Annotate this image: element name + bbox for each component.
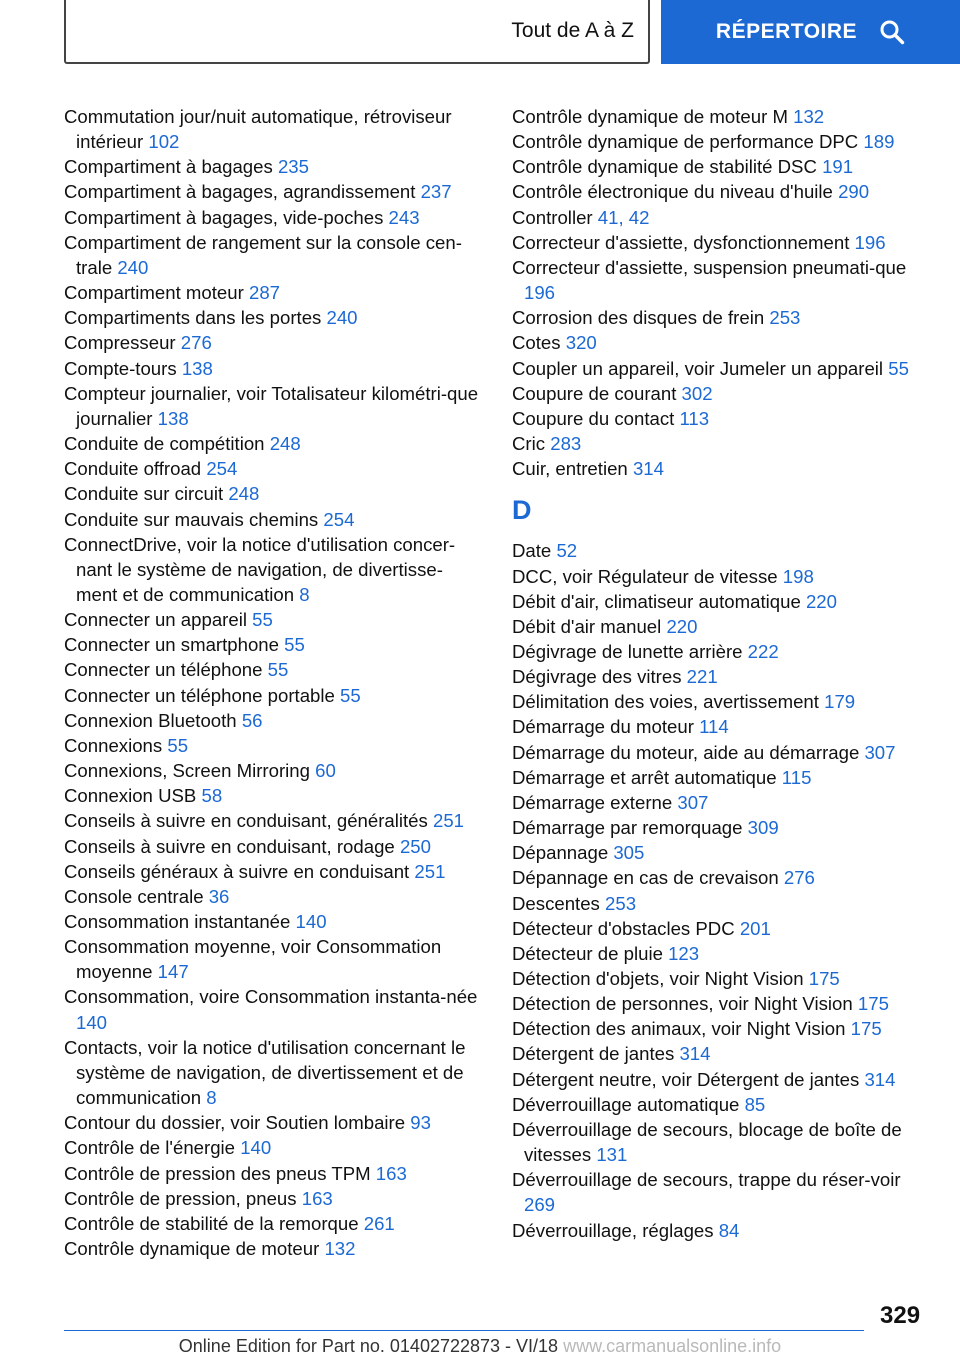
index-term: Connecter un smartphone — [64, 634, 279, 656]
index-term: Dépannage en cas de crevaison — [512, 867, 779, 889]
page-link[interactable]: 250 — [399, 835, 431, 857]
index-entry — [64, 984, 484, 1034]
index-term: Compartiment moteur — [64, 282, 244, 304]
index-entry — [512, 538, 932, 563]
index-term: Démarrage et arrêt automatique — [512, 766, 777, 788]
index-entry — [512, 129, 932, 154]
page-link[interactable]: 84 — [718, 1219, 740, 1241]
index-entry — [64, 456, 484, 481]
page-link[interactable]: 147 — [157, 961, 189, 983]
index-entry — [512, 589, 932, 614]
page-link[interactable]: 55 — [284, 634, 305, 656]
index-term: Détecteur d'obstacles PDC — [512, 917, 735, 939]
index-term: Contrôle de pression des pneus TPM — [64, 1162, 371, 1184]
page-link[interactable]: 175 — [808, 968, 840, 989]
index-term: Cric — [512, 433, 546, 455]
index-entry — [512, 1067, 932, 1092]
index-entry — [512, 564, 932, 589]
page-number: 329 — [880, 1302, 921, 1329]
index-group-c — [512, 104, 932, 481]
index-term: Connexions — [64, 734, 163, 756]
index-entry — [64, 834, 484, 859]
page-link[interactable]: 276 — [180, 332, 212, 354]
page-link[interactable]: 36 — [208, 885, 230, 907]
index-term: Correcteur d'assiette, suspension pneumati-que — [512, 256, 907, 278]
index-term: Compartiment à bagages — [64, 156, 273, 178]
index-entry — [512, 104, 932, 129]
index-term: Cotes — [512, 332, 561, 354]
index-entry — [512, 714, 932, 739]
index-term: Déverrouillage, réglages — [512, 1219, 714, 1241]
index-term: Commutation jour/nuit automatique, rétroviseur intérieur — [64, 106, 452, 153]
index-entry — [512, 664, 932, 689]
index-term: Corrosion des disques de frein — [512, 307, 765, 329]
page-link[interactable]: 248 — [269, 433, 301, 455]
index-entry — [64, 632, 484, 657]
index-term: Conseils généraux à suivre en conduisant — [64, 860, 410, 882]
index-term: Coupure du contact — [512, 407, 675, 429]
tab-a-to-z-label: Tout de A à Z — [511, 19, 634, 42]
index-entry — [512, 406, 932, 431]
index-term: Déverrouillage automatique — [512, 1093, 740, 1115]
index-entry — [64, 280, 484, 305]
index-term: Détection de personnes, voir Night Vision — [512, 993, 853, 1015]
page-link[interactable]: 290 — [838, 181, 870, 203]
index-entry — [64, 154, 484, 179]
page-link[interactable]: 269 — [524, 1194, 556, 1216]
index-term: Démarrage par remorquage — [512, 817, 743, 839]
page-link[interactable]: 191 — [822, 156, 854, 178]
index-entry — [64, 783, 484, 808]
index-entry — [64, 230, 484, 280]
index-entry — [64, 657, 484, 682]
page-link[interactable]: 253 — [605, 892, 637, 914]
index-entry — [512, 790, 932, 815]
index-term: Console centrale — [64, 885, 204, 907]
page-link[interactable]: 56 — [241, 709, 263, 731]
index-entry — [512, 916, 932, 941]
page-link[interactable]: 138 — [157, 407, 189, 429]
index-term: Détergent de jantes — [512, 1043, 675, 1065]
page-link[interactable]: 196 — [524, 282, 556, 304]
page-link[interactable]: 309 — [747, 817, 779, 839]
index-column-right — [512, 104, 932, 1243]
index-entry — [64, 356, 484, 381]
index-term: Compte-tours — [64, 357, 177, 379]
page-link[interactable]: 320 — [565, 332, 597, 354]
index-term: Conduite offroad — [64, 458, 202, 480]
index-term: Contrôle de l'énergie — [64, 1137, 236, 1159]
index-entry — [512, 740, 932, 765]
index-entry — [512, 765, 932, 790]
index-term: Conduite sur circuit — [64, 483, 224, 505]
index-entry — [64, 884, 484, 909]
index-entry — [64, 507, 484, 532]
index-entry — [64, 1236, 484, 1261]
page-link[interactable]: 114 — [699, 716, 729, 738]
tab-a-to-z[interactable] — [64, 0, 650, 64]
index-term: Conseils à suivre en conduisant, rodage — [64, 835, 395, 857]
index-entry — [512, 639, 932, 664]
index-term: Connecter un téléphone portable — [64, 684, 335, 706]
page-link[interactable]: 163 — [301, 1187, 333, 1209]
index-term: Démarrage externe — [512, 791, 673, 813]
index-entry — [64, 808, 484, 833]
index-entry — [512, 255, 932, 305]
index-term: Consommation instantanée — [64, 911, 291, 932]
index-term: Connexion USB — [64, 785, 197, 807]
page-link[interactable]: 240 — [326, 307, 358, 329]
page-link[interactable]: 55 — [252, 609, 273, 631]
page-link[interactable]: 55 — [888, 357, 909, 379]
index-term: Controller — [512, 206, 593, 228]
index-entry — [512, 330, 932, 355]
page-link[interactable]: 189 — [863, 131, 895, 153]
index-entry — [512, 840, 932, 865]
index-entry — [64, 1186, 484, 1211]
index-entry — [512, 179, 932, 204]
index-term: Contrôle électronique du niveau d'huile — [512, 181, 833, 203]
index-group-d — [512, 538, 932, 1242]
page-link[interactable]: 220 — [805, 590, 837, 612]
page-link[interactable]: 254 — [206, 458, 238, 480]
index-term: Débit d'air, climatiseur automatique — [512, 590, 801, 612]
page-link[interactable]: 60 — [315, 760, 336, 782]
page-link[interactable]: 201 — [739, 917, 771, 939]
page-link[interactable]: 52 — [556, 540, 578, 562]
page-link[interactable]: 179 — [824, 691, 856, 713]
page-link[interactable]: 251 — [433, 810, 465, 832]
index-term: Détection d'objets, voir Night Vision — [512, 968, 804, 989]
page-link[interactable]: 123 — [668, 942, 700, 964]
page-link[interactable]: 115 — [781, 766, 812, 788]
index-term: Démarrage du moteur, aide au démarrage — [512, 741, 860, 763]
index-entry — [64, 708, 484, 733]
index-term: Descentes — [512, 892, 600, 914]
index-term: Contrôle dynamique de moteur — [64, 1238, 320, 1260]
index-term: Dépannage — [512, 842, 609, 864]
page-link[interactable]: 93 — [410, 1112, 431, 1134]
index-term: Compartiment de rangement sur la console cen-trale — [64, 231, 462, 278]
index-entry — [512, 1117, 932, 1167]
index-entry — [512, 991, 932, 1016]
index-term: Conduite sur mauvais chemins — [64, 508, 319, 530]
index-entry — [64, 758, 484, 783]
search-icon[interactable] — [879, 19, 905, 45]
page-link[interactable]: 220 — [666, 615, 698, 637]
index-term: Détergent neutre, voir Détergent de jantes — [512, 1068, 860, 1090]
page-link[interactable]: 251 — [414, 860, 446, 882]
index-term: Délimitation des voies, avertissement — [512, 691, 819, 713]
index-entry — [512, 865, 932, 890]
footer — [0, 1336, 960, 1357]
index-term: Consommation, voire Consommation instanta-née — [64, 986, 478, 1008]
index-entry — [64, 1135, 484, 1160]
index-term: Cuir, entretien — [512, 458, 628, 480]
index-term: Conseils à suivre en conduisant, généralités — [64, 810, 428, 832]
page-link[interactable]: 113 — [679, 407, 710, 429]
index-term: Connecter un appareil — [64, 609, 247, 631]
page-link[interactable]: 41, 42 — [597, 206, 650, 228]
index-entry — [64, 934, 484, 984]
page-link[interactable]: 287 — [248, 282, 281, 304]
index-term: Contrôle dynamique de performance DPC — [512, 131, 859, 153]
index-term: Contacts, voir la notice d'utilisation concernant le système de navigation, de divertissement et de communication — [64, 1036, 466, 1109]
page-link[interactable]: 314 — [679, 1043, 711, 1065]
page-link[interactable]: 302 — [681, 382, 713, 404]
index-term: Connecter un téléphone — [64, 659, 263, 681]
index-entry — [64, 205, 484, 230]
index-term: Compartiment à bagages, vide-poches — [64, 206, 384, 228]
page-link[interactable]: 235 — [277, 156, 309, 178]
index-entry — [512, 456, 932, 481]
index-term: Contrôle de pression, pneus — [64, 1187, 297, 1209]
page-link[interactable]: 175 — [857, 993, 889, 1015]
tab-repertoire-label: RÉPERTOIRE — [715, 20, 858, 43]
page-link[interactable]: 102 — [148, 131, 180, 153]
index-entry — [512, 356, 932, 381]
page-link[interactable]: 198 — [782, 565, 814, 587]
index-entry — [512, 1218, 932, 1243]
index-term: Détecteur de pluie — [512, 942, 663, 964]
index-term: Connexion Bluetooth — [64, 709, 237, 731]
index-entry — [64, 179, 484, 204]
index-term: Connexions, Screen Mirroring — [64, 760, 310, 782]
page-link[interactable]: 175 — [850, 1018, 882, 1040]
index-term: Conduite de compétition — [64, 433, 265, 455]
index-entry — [512, 1041, 932, 1066]
page-link[interactable]: 8 — [299, 583, 310, 605]
page-link[interactable]: 305 — [613, 842, 645, 864]
index-term: Consommation moyenne, voir Consommation moyenne — [64, 936, 442, 983]
footer-watermark: www.carmanualsonline.info — [563, 1336, 782, 1356]
page-link[interactable]: 138 — [181, 357, 213, 379]
index-term: Contrôle dynamique de stabilité DSC — [512, 156, 817, 178]
index-term: Compartiments dans les portes — [64, 307, 322, 329]
index-term: Coupure de courant — [512, 382, 677, 404]
index-entry — [512, 205, 932, 230]
index-entry — [512, 941, 932, 966]
index-term: Correcteur d'assiette, dysfonctionnement — [512, 231, 850, 253]
index-entry — [512, 689, 932, 714]
index-term: Déverrouillage de secours, blocage de boîte de vitesses — [512, 1118, 902, 1166]
index-entry — [512, 815, 932, 840]
page-link[interactable]: 253 — [769, 307, 801, 329]
index-term: Coupler un appareil, voir Jumeler un appareil — [512, 357, 884, 379]
page-link[interactable]: 163 — [375, 1162, 407, 1184]
page-link[interactable]: 140 — [76, 1011, 108, 1033]
index-entry — [64, 1110, 484, 1135]
index-term: Contour du dossier, voir Soutien lombaire — [64, 1112, 406, 1134]
index-entry — [512, 1167, 932, 1217]
index-term: Compresseur — [64, 332, 176, 354]
index-entry — [512, 1016, 932, 1041]
page-link[interactable]: 307 — [864, 741, 896, 763]
index-entry — [512, 431, 932, 456]
index-entry — [512, 230, 932, 255]
page-link[interactable]: 221 — [686, 666, 718, 688]
index-term: Contrôle de stabilité de la remorque — [64, 1212, 359, 1234]
page-link[interactable]: 240 — [117, 256, 149, 278]
index-entry — [512, 381, 932, 406]
index-entry — [64, 532, 484, 607]
index-term: ConnectDrive, voir la notice d'utilisation concer-nant le système de navigation, de divertisse-ment et de communication — [64, 533, 456, 605]
index-entry — [64, 305, 484, 330]
index-entry — [64, 733, 484, 758]
index-entry — [64, 1035, 484, 1110]
section-letter-heading: D — [512, 495, 532, 526]
page-link[interactable]: 55 — [267, 659, 289, 681]
page-link[interactable]: 196 — [854, 231, 886, 253]
page-link[interactable]: 55 — [167, 734, 189, 756]
index-column-left — [64, 104, 484, 1261]
page-link[interactable]: 237 — [420, 181, 452, 203]
index-entry — [64, 859, 484, 884]
index-term: Débit d'air manuel — [512, 615, 662, 637]
footer-edition: Online Edition for Part no. 01402722873 - VI/18 — [178, 1336, 559, 1356]
index-entry — [64, 381, 484, 431]
page-link[interactable]: 307 — [677, 791, 709, 813]
index-entry — [64, 431, 484, 456]
index-term: DCC, voir Régulateur de vitesse — [512, 565, 778, 587]
page-link[interactable]: 248 — [228, 483, 260, 505]
index-entry — [64, 607, 484, 632]
index-entry — [64, 909, 484, 934]
index-term: Démarrage du moteur — [512, 716, 694, 738]
page-link[interactable]: 85 — [744, 1093, 766, 1115]
index-entry — [64, 104, 484, 154]
index-term: Détection des animaux, voir Night Vision — [512, 1018, 846, 1040]
page-link[interactable]: 132 — [324, 1238, 356, 1260]
index-term: Dégivrage des vitres — [512, 666, 682, 688]
page-link[interactable]: 243 — [388, 206, 420, 228]
index-term: Compartiment à bagages, agrandissement — [64, 181, 416, 203]
index-term: Date — [512, 540, 552, 562]
page-link[interactable]: 314 — [632, 458, 664, 480]
page-link[interactable]: 140 — [240, 1137, 272, 1159]
footer-divider — [64, 1330, 864, 1331]
index-entry — [512, 966, 932, 991]
page-link[interactable]: 222 — [747, 640, 779, 662]
index-entry — [64, 481, 484, 506]
index-entry — [512, 154, 932, 179]
page-link[interactable]: 55 — [340, 684, 361, 706]
page-link[interactable]: 132 — [793, 106, 825, 127]
page-link[interactable]: 276 — [783, 867, 815, 889]
page-link[interactable]: 140 — [295, 911, 327, 932]
index-entry — [512, 614, 932, 639]
tab-repertoire[interactable] — [661, 0, 960, 64]
page-link[interactable]: 58 — [201, 785, 223, 807]
page-link[interactable]: 8 — [206, 1087, 217, 1109]
page-link[interactable]: 254 — [323, 508, 355, 530]
page-link[interactable]: 261 — [363, 1212, 395, 1234]
index-term: Compteur journalier, voir Totalisateur kilométri-que journalier — [64, 382, 479, 429]
index-entry — [512, 891, 932, 916]
index-term: Contrôle dynamique de moteur M — [512, 106, 788, 127]
index-term: Déverrouillage de secours, trappe du réser-voir — [512, 1169, 901, 1191]
index-entry — [64, 683, 484, 708]
index-entry — [64, 330, 484, 355]
index-entry — [512, 305, 932, 330]
page-link[interactable]: 314 — [864, 1068, 896, 1090]
index-entry — [64, 1211, 484, 1236]
index-entry — [512, 1092, 932, 1117]
index-term: Dégivrage de lunette arrière — [512, 640, 743, 662]
index-entry — [64, 1161, 484, 1186]
page-link[interactable]: 283 — [550, 433, 582, 455]
page-link[interactable]: 131 — [596, 1144, 628, 1166]
